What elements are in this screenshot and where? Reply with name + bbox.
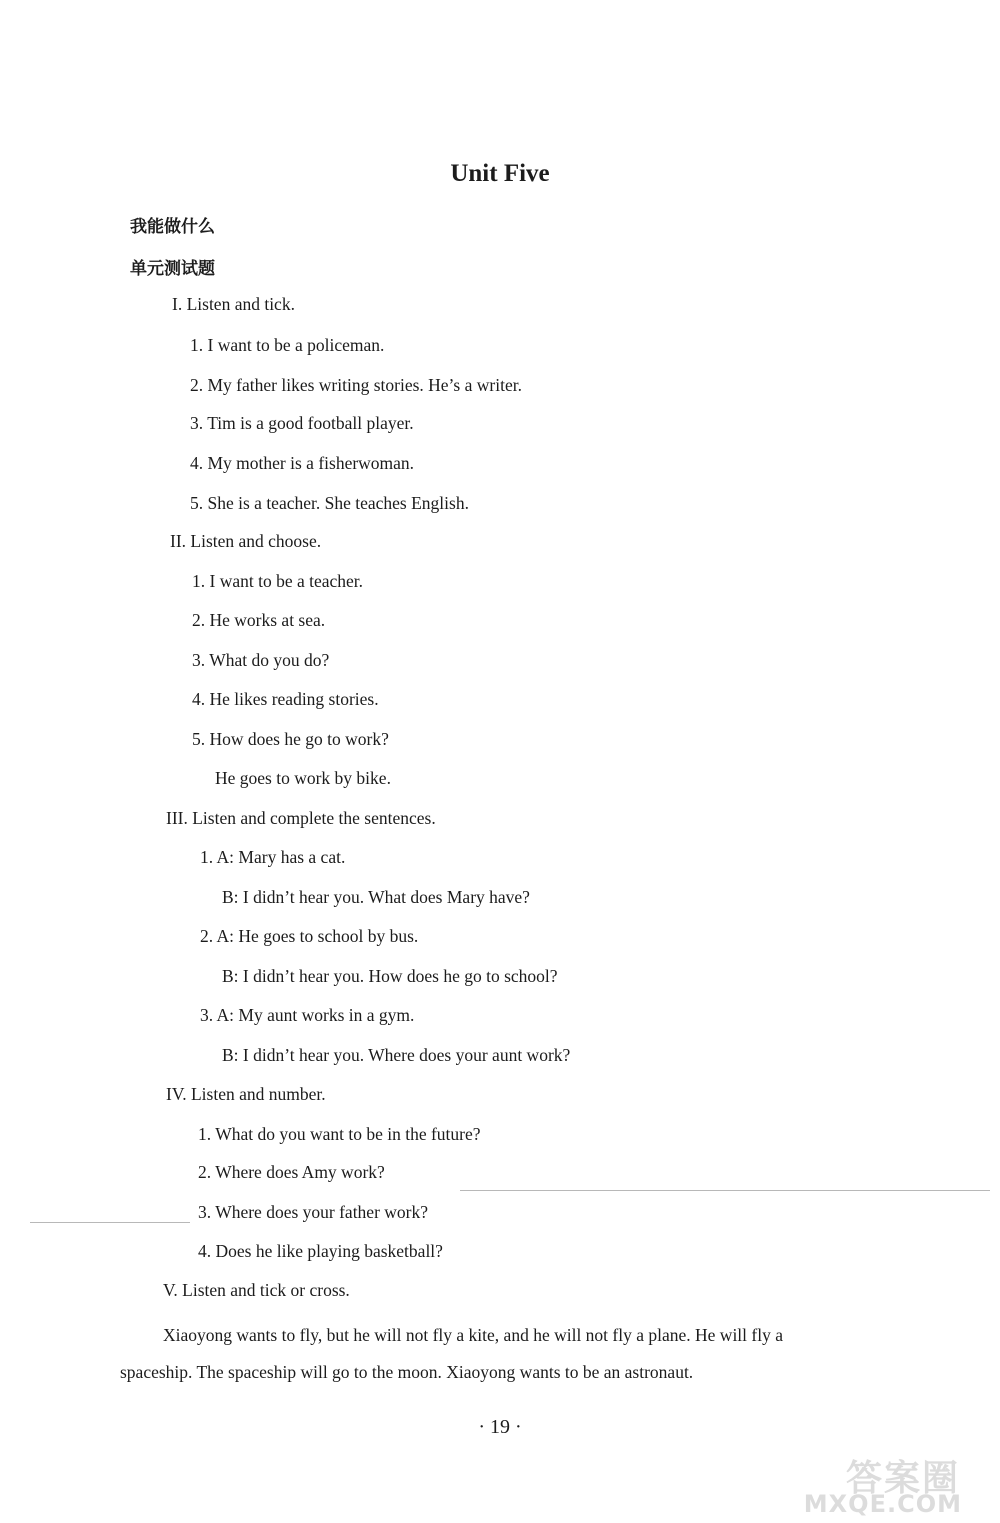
list-item: 2. He works at sea. <box>192 610 326 630</box>
list-item: 4. He likes reading stories. <box>192 689 379 709</box>
section-heading-unit-test: 单元测试题 <box>130 259 215 279</box>
part-1-instruction: Listen and tick. <box>186 294 295 314</box>
list-item: 5. How does he go to work? <box>192 729 389 749</box>
dialogue-line-b: B: I didn’t hear you. How does he go to school? <box>222 966 558 986</box>
passage-line-1: Xiaoyong wants to fly, but he will not fly a kite, and he will not fly a plane. He will fly a <box>163 1325 783 1345</box>
part-3-label: III. <box>166 808 188 828</box>
part-5-label: V. <box>163 1280 178 1300</box>
list-item: 5. She is a teacher. She teaches English. <box>190 493 469 513</box>
list-item: 3. Where does your father work? <box>198 1202 429 1222</box>
part-5-instruction: Listen and tick or cross. <box>182 1280 350 1300</box>
dialogue-line-a: 1. A: Mary has a cat. <box>200 847 346 867</box>
part-5-heading <box>163 1280 350 1301</box>
list-item: 3. Tim is a good football player. <box>190 413 414 433</box>
list-item: 1. I want to be a policeman. <box>190 335 385 355</box>
watermark-logo-text-icon: MXQE.COM <box>803 1490 962 1518</box>
list-item: 4. Does he like playing basketball? <box>198 1241 443 1261</box>
part-1-heading <box>172 294 295 315</box>
section-heading-what-can-i-do: 我能做什么 <box>130 217 215 237</box>
part-2-label: II. <box>170 531 187 551</box>
dialogue-line-a: 2. A: He goes to school by bus. <box>200 926 419 946</box>
list-item: 4. My mother is a fisherwoman. <box>190 453 415 473</box>
list-item: 2. Where does Amy work? <box>198 1162 385 1182</box>
watermark-logo-icon: 答案圈 <box>845 1458 960 1499</box>
page-number: · 19 · <box>478 1416 522 1438</box>
passage-line-2: spaceship. The spaceship will go to the moon. Xiaoyong wants to be an astronaut. <box>120 1362 694 1382</box>
dialogue-line-b: B: I didn’t hear you. Where does your aunt work? <box>222 1045 571 1065</box>
part-2-instruction: Listen and choose. <box>190 531 322 551</box>
list-item: 3. What do you do? <box>192 650 330 670</box>
list-item: 1. I want to be a teacher. <box>192 571 364 591</box>
scan-fold-line <box>460 1190 990 1191</box>
part-3-instruction: Listen and complete the sentences. <box>192 808 436 828</box>
part-4-label: IV. <box>166 1084 187 1104</box>
part-1-label: I. <box>172 294 183 314</box>
list-item: 1. What do you want to be in the future? <box>198 1124 481 1144</box>
dialogue-line-a: 3. A: My aunt works in a gym. <box>200 1005 415 1025</box>
list-item-answer: He goes to work by bike. <box>215 768 391 788</box>
unit-title: Unit Five <box>450 160 550 187</box>
part-4-heading <box>166 1084 326 1105</box>
scan-fold-line <box>30 1222 190 1223</box>
part-3-heading <box>166 808 436 829</box>
part-2-heading <box>170 531 321 552</box>
list-item: 2. My father likes writing stories. He’s a writer. <box>190 375 522 395</box>
dialogue-line-b: B: I didn’t hear you. What does Mary have? <box>222 887 530 907</box>
part-4-instruction: Listen and number. <box>190 1084 326 1104</box>
